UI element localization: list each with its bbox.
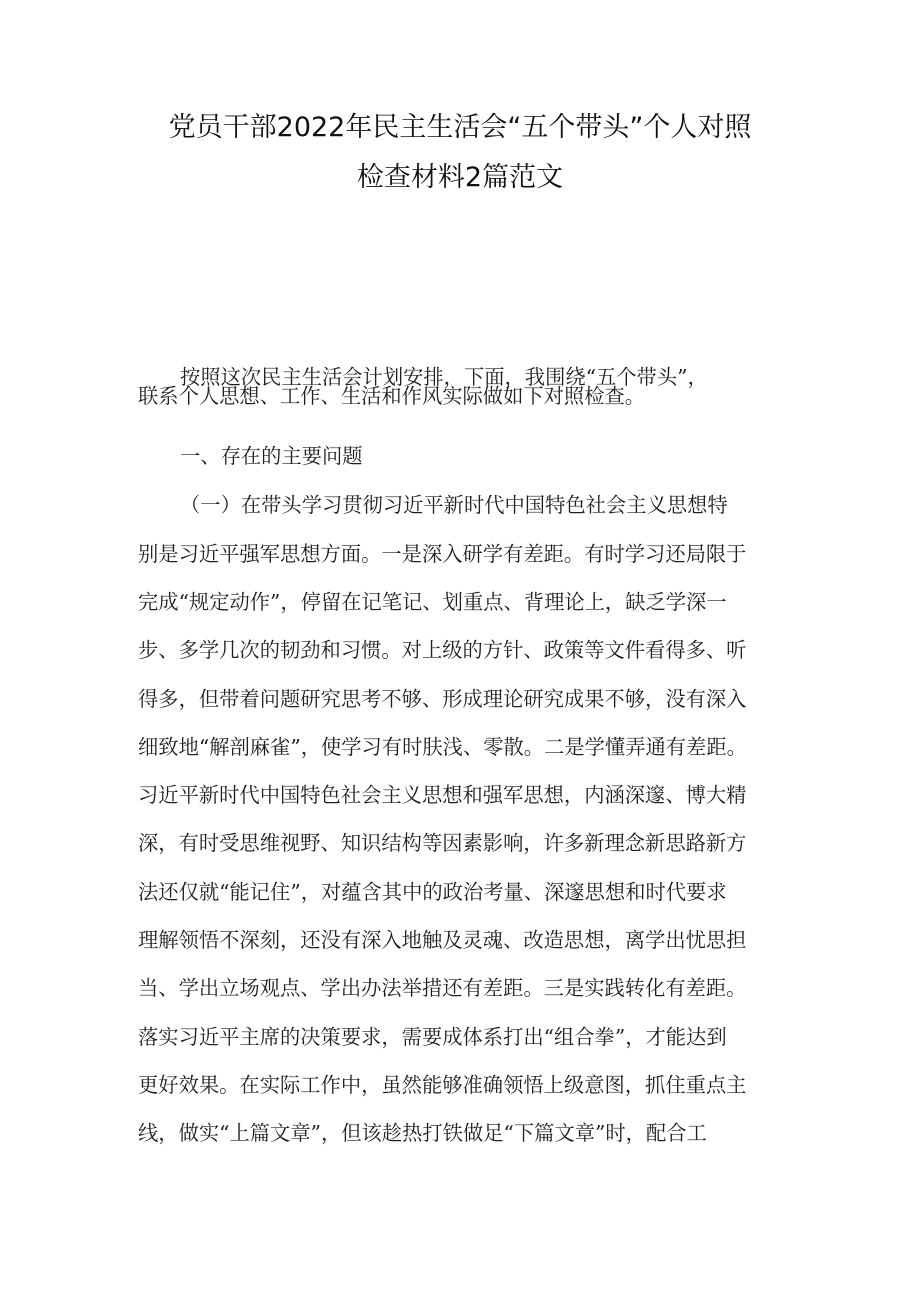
body-line-13: 更好效果。在实际工作中，虽然能够准确领悟上级意图，抓住重点主 — [138, 1073, 747, 1097]
body-line-8: 深，有时受思维视野、知识结构等因素影响，许多新理念新思路新方 — [138, 831, 747, 855]
body-line-5: 得多，但带着问题研究思考不够、形成理论研究成果不够，没有深入 — [138, 687, 747, 711]
body-line-11: 当、学出立场观点、学出办法举措还有差距。三是实践转化有差距。 — [138, 976, 747, 1000]
body-line-10: 理解领悟不深刻，还没有深入地触及灵魂、改造思想，离学出忧思担 — [138, 928, 747, 952]
body-line-6: 细致地“解剖麻雀”，使学习有时肤浅、零散。二是学懂弄通有差距。 — [138, 735, 747, 759]
body-line-2: 别是习近平强军思想方面。一是深入研学有差距。有时学习还局限于 — [138, 542, 747, 566]
body-line-14: 线，做实“上篇文章”，但该趁热打铁做足“下篇文章”时，配合工 — [138, 1121, 707, 1145]
section-heading: 一、存在的主要问题 — [180, 444, 363, 468]
document-title-line-2: 检查材料2篇范文 — [356, 162, 564, 193]
document-title-line-1: 党员干部2022年民主生活会“五个带头”个人对照 — [168, 112, 752, 143]
body-line-12: 落实习近平主席的决策要求，需要成体系打出“组合拳”，才能达到 — [138, 1025, 727, 1049]
body-line-7: 习近平新时代中国特色社会主义思想和强军思想，内涵深邃、博大精 — [138, 783, 747, 807]
intro-line-1: 按照这次民主生活会计划安排，下面，我围绕“五个带头”， — [180, 365, 708, 389]
intro-line-2: 联系个人思想、工作、生活和作风实际做如下对照检查。 — [138, 384, 646, 408]
body-line-1: （一）在带头学习贯彻习近平新时代中国特色社会主义思想特 — [180, 493, 728, 517]
body-line-9: 法还仅就“能记住”，对蕴含其中的政治考量、深邃思想和时代要求 — [138, 880, 727, 904]
body-line-3: 完成“规定动作”，停留在记笔记、划重点、背理论上，缺乏学深一 — [138, 590, 727, 614]
body-line-4: 步、多学几次的韧劲和习惯。对上级的方针、政策等文件看得多、听 — [138, 638, 747, 662]
